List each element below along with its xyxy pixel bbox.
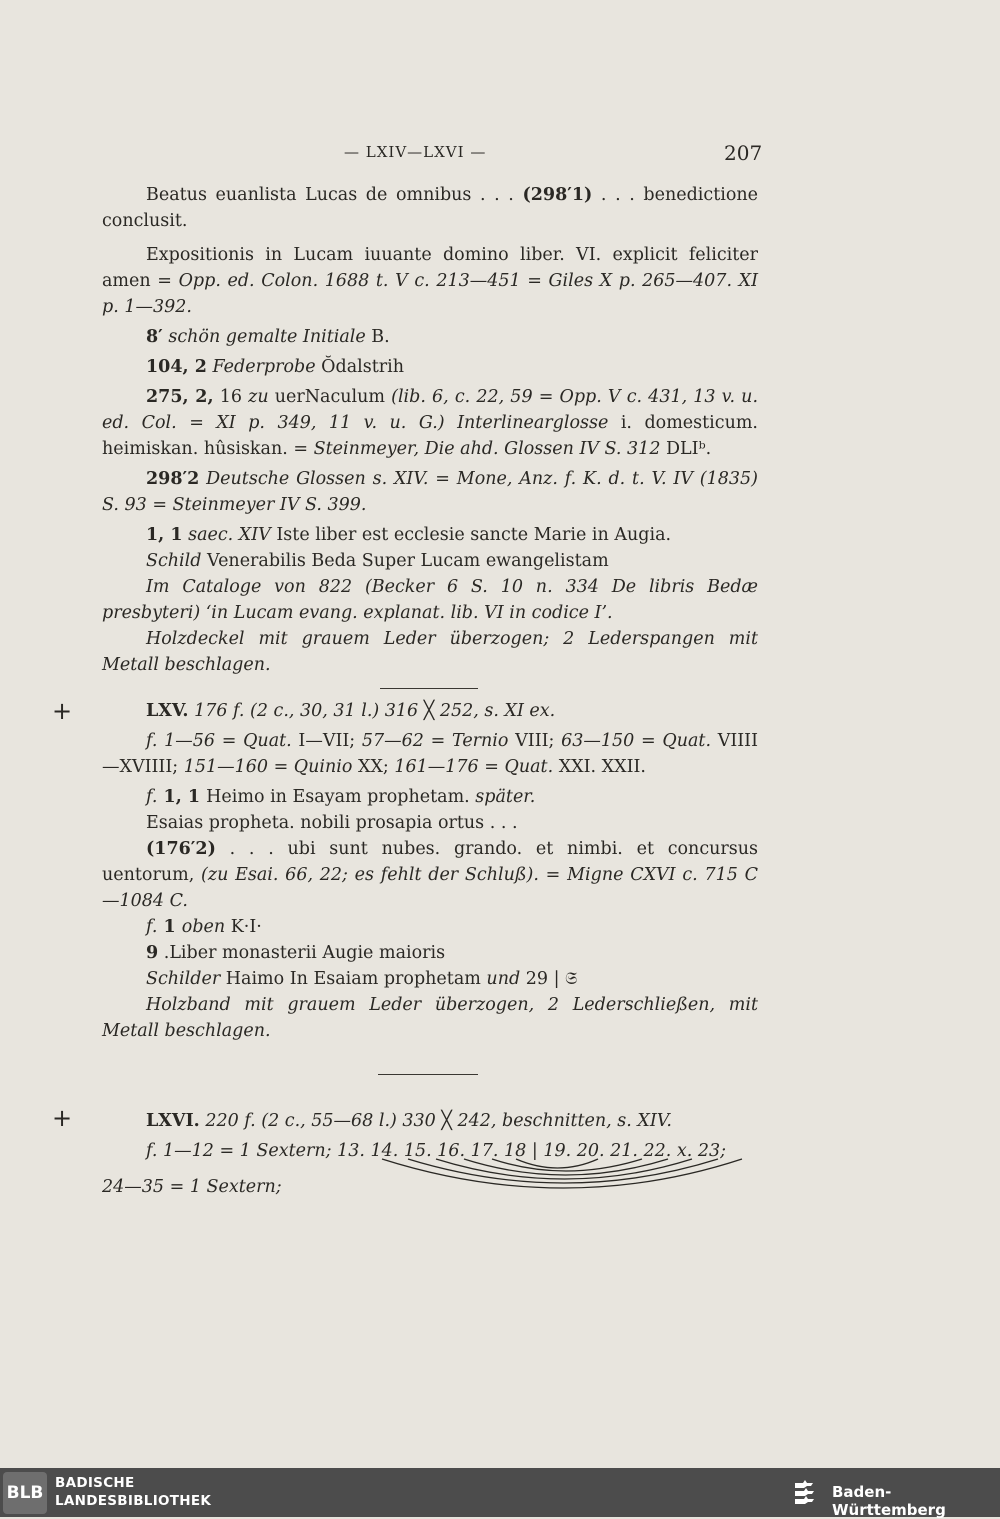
lxv-section [102, 698, 758, 1044]
folio-ref: (176′2) [146, 839, 216, 859]
paragraph [102, 914, 758, 940]
text-span: 161—176 = Quat. [394, 757, 554, 777]
paragraph [102, 466, 758, 518]
quire-arcs-diagram [380, 1155, 760, 1201]
entry-description: 220 f. (2 c., 55—68 l.) 330 ╳ 242, beschnitten, s. XIV. [199, 1111, 672, 1131]
note: oben [181, 917, 226, 937]
note: schön gemalte Initiale [162, 327, 372, 347]
citation: (lib. 6, c. 22, 59 = Opp. V c. 431, 13 v. u. ed. Col. = XI p. 349, 11 v. u. G.) Interlinearglosse [102, 387, 759, 433]
entry-number: LXVI. [146, 1111, 200, 1131]
paragraph: Esaias propheta. nobili prosapia ortus . . . [146, 813, 518, 833]
folio-ref: 1, 1 [146, 525, 183, 545]
margin-plus-mark: + [52, 697, 73, 725]
author-name: Heimo [206, 787, 265, 807]
blb-logo: BLB [3, 1472, 47, 1514]
note: zu [248, 387, 269, 407]
text-span: Iste liber est ecclesie sancte Marie in Augia. [270, 525, 672, 545]
running-title: — LXIV—LXVI — [344, 143, 487, 161]
text-span: 151—160 = Quinio [183, 757, 353, 777]
text-span: in Esayam prophetam. [264, 787, 476, 807]
folio-ref: 1, 1 [157, 787, 207, 807]
text-span: XX; [352, 757, 395, 777]
paragraph [102, 548, 758, 574]
library-name [55, 1474, 211, 1510]
note: Federprobe [206, 357, 322, 377]
text-span: Beatus euanlista Lucas de omnibus . . . [146, 185, 523, 205]
lions-emblem-icon [792, 1478, 822, 1508]
text-span: 𝔖 [565, 969, 578, 989]
paragraph: Im Cataloge von 822 (Becker 6 S. 10 n. 334 De libris Bedæ presbyteri) ‘in Lucam evang. explanat. lib. VI in codice I’. [102, 577, 758, 623]
note: Schild [146, 551, 202, 571]
entry-heading [102, 1108, 758, 1134]
paragraph [102, 836, 758, 914]
lxiv-section [102, 182, 758, 678]
footer-bar [0, 1468, 1000, 1517]
text-span: 29 | [520, 969, 566, 989]
text-span: f. [146, 917, 158, 937]
folio-ref: 1 [157, 917, 182, 937]
citation: Deutsche Glossen s. XIV. = Mone, Anz. f. K. d. t. V. IV (1835) S. 93 = Steinmeyer IV S. 399. [102, 469, 758, 515]
text-span: VIII; [508, 731, 562, 751]
note: und [486, 969, 521, 989]
text-span: XXI. XXII. [553, 757, 646, 777]
text-span: K·I· [225, 917, 262, 937]
margin-plus-mark: + [52, 1104, 73, 1132]
text-span: . . . ubi sunt nubes. grando. et nimbi. et concursus uentorum, [102, 839, 758, 885]
text-span: B. [371, 327, 390, 347]
entry-number: LXV. [146, 701, 189, 721]
text-span: .Liber monasterii Augie maioris [158, 943, 446, 963]
note: Schilder [146, 969, 221, 989]
note: saec. XIV [182, 525, 271, 545]
text-span: Expositionis in Lucam iuuante domino liber. VI. explicit feliciter amen = [102, 245, 758, 291]
folio-ref: 8′ [146, 327, 163, 347]
folio-ref: 298′2 [146, 469, 200, 489]
paragraph [102, 354, 758, 380]
paragraph [102, 384, 758, 462]
state-name: Baden-Württemberg [832, 1483, 946, 1519]
page-number: 207 [724, 141, 763, 165]
paragraph [102, 728, 758, 780]
section-divider [378, 1074, 478, 1075]
citation: (zu Esai. 66, 22; es fehlt der Schluß). = Migne CXVI c. 715 C —1084 C. [102, 865, 758, 911]
folio-ref: 275, 2, [146, 387, 214, 407]
paragraph [102, 522, 758, 548]
quire-formula: 24—35 = 1 Sextern; [102, 1177, 282, 1197]
text-span: Venerabilis Beda Super Lucam ewangelistam [201, 551, 609, 571]
text-span: Haimo In Esaiam prophetam [220, 969, 487, 989]
paragraph [102, 940, 758, 966]
library-name-line: BADISCHE [55, 1475, 135, 1491]
paragraph [102, 324, 758, 350]
folio-ref: 104, 2 [146, 357, 207, 377]
paragraph [102, 182, 758, 234]
paragraph [102, 966, 758, 992]
running-header [0, 143, 1000, 167]
entry-heading [102, 698, 758, 724]
folio-ref: (298′1) [522, 185, 593, 205]
text-span: I—VII; [291, 731, 362, 751]
entry-description: 176 f. (2 c., 30, 31 l.) 316 ╳ 252, s. XI ex. [188, 701, 556, 721]
folio-ref: 9 [146, 943, 159, 963]
text-span: Ŏdalstrih [321, 357, 404, 377]
citation: Steinmeyer, Die ahd. Glossen IV S. 312 [313, 439, 667, 459]
note: später. [475, 787, 536, 807]
text-span: f. [146, 787, 158, 807]
citation: Opp. ed. Colon. 1688 t. V c. 213—451 = Giles X p. 265—407. XI p. 1—392. [102, 271, 758, 317]
quire-formula: f. 1—12 = 1 Sextern; 13. 14. 15. 16. 17. 18 | 19. 20. 21. 22. x. 23; [146, 1141, 727, 1161]
text-span: . . . benedictione conclusit. [102, 185, 758, 231]
text-span: VIIII—XVIIII; [102, 731, 759, 777]
text-span: 16 [213, 387, 249, 407]
library-name-line: LANDESBIBLIOTHEK [55, 1493, 212, 1509]
paragraph: Holzband mit grauem Leder überzogen, 2 Lederschließen, mit Metall beschlagen. [102, 995, 758, 1041]
paragraph [102, 784, 758, 810]
text-span: 63—150 = Quat. [561, 731, 712, 751]
paragraph: Holzdeckel mit grauem Leder überzogen; 2 Lederspangen mit Metall beschlagen. [102, 629, 758, 675]
section-divider [380, 688, 478, 689]
text-span: f. 1—56 = Quat. [146, 731, 292, 751]
paragraph [102, 242, 758, 320]
text-span: 57—62 = Ternio [361, 731, 509, 751]
text-span: i. domesticum. heimiskan. hûsiskan. = [102, 413, 758, 459]
text-span: DLIᵇ. [666, 439, 712, 459]
text-span: uerNaculum [268, 387, 392, 407]
